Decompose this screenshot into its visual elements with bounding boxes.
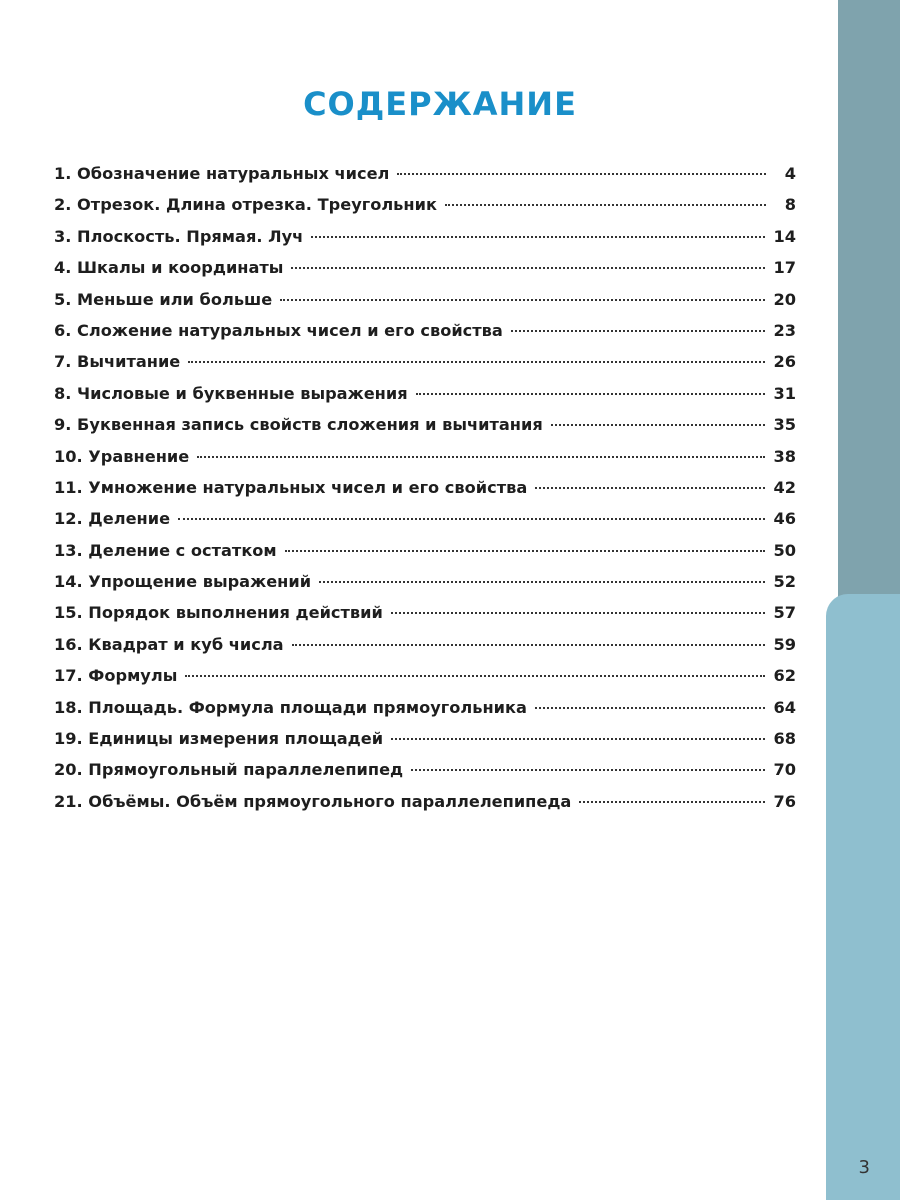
toc-item[interactable]: [54, 666, 796, 697]
toc-item-page: 70: [773, 760, 796, 780]
toc-item[interactable]: [54, 258, 796, 289]
toc-leader: [178, 518, 765, 520]
toc-leader: [280, 299, 765, 301]
toc-item-label: 6. Сложение натуральных чисел и его свойства: [54, 320, 503, 340]
toc-item[interactable]: [54, 384, 796, 415]
toc-leader: [579, 801, 765, 803]
toc-item-label: 4. Шкалы и координаты: [54, 258, 284, 278]
toc-item-label: 14. Упрощение выражений: [54, 572, 312, 592]
toc-item[interactable]: [54, 447, 796, 478]
toc-item-page: 76: [773, 791, 796, 811]
toc-leader: [185, 675, 765, 677]
toc-leader: [535, 487, 765, 489]
page-title: СОДЕРЖАНИЕ: [303, 85, 577, 124]
toc-item-label: 10. Уравнение: [54, 446, 190, 466]
toc-item-label: 11. Умножение натуральных чисел и его свойства: [54, 477, 528, 497]
toc-item[interactable]: [54, 321, 796, 352]
toc-item[interactable]: [54, 698, 796, 729]
toc-leader: [397, 173, 766, 175]
toc-item-label: 17. Формулы: [54, 666, 178, 686]
toc-item[interactable]: [54, 792, 796, 823]
toc-item[interactable]: [54, 729, 796, 760]
toc-item-label: 18. Площадь. Формула площади прямоугольника: [54, 697, 527, 717]
toc-item-label: 15. Порядок выполнения действий: [54, 603, 383, 623]
toc-item-page: 62: [773, 666, 796, 686]
toc-item[interactable]: [54, 164, 796, 195]
page-edge-band: [838, 0, 900, 1200]
toc-item-page: 8: [784, 195, 796, 215]
toc-item-page: 52: [773, 572, 796, 592]
toc-item-page: 50: [773, 540, 796, 560]
toc-leader: [311, 236, 765, 238]
toc-item-page: 31: [773, 383, 796, 403]
toc-item[interactable]: [54, 509, 796, 540]
toc-item-label: 8. Числовые и буквенные выражения: [54, 383, 408, 403]
toc-item[interactable]: [54, 415, 796, 446]
toc-leader: [391, 738, 765, 740]
toc-item-page: 20: [773, 289, 796, 309]
toc-leader: [551, 424, 766, 426]
toc-item-page: 68: [773, 729, 796, 749]
toc-leader: [292, 644, 766, 646]
toc-leader: [411, 769, 765, 771]
toc-item-page: 59: [773, 634, 796, 654]
toc-leader: [188, 361, 765, 363]
table-of-contents: [54, 164, 796, 823]
toc-leader: [319, 581, 765, 583]
toc-item-label: 7. Вычитание: [54, 352, 181, 372]
toc-item-page: 17: [773, 258, 796, 278]
toc-item-page: 4: [784, 164, 796, 183]
page-edge-tab: [826, 594, 900, 1200]
page-number: 3: [858, 1157, 870, 1178]
toc-item-label: 20. Прямоугольный параллелепипед: [54, 760, 404, 780]
toc-item[interactable]: [54, 352, 796, 383]
toc-item-label: 3. Плоскость. Прямая. Луч: [54, 226, 304, 246]
toc-item-page: 23: [773, 320, 796, 340]
toc-item[interactable]: [54, 195, 796, 226]
toc-item[interactable]: [54, 290, 796, 321]
toc-leader: [197, 456, 765, 458]
toc-item-page: 42: [773, 477, 796, 497]
toc-item[interactable]: [54, 635, 796, 666]
toc-item-label: 1. Обозначение натуральных чисел: [54, 164, 390, 183]
toc-item[interactable]: [54, 760, 796, 791]
toc-leader: [285, 550, 766, 552]
toc-item-page: 46: [773, 509, 796, 529]
toc-item-label: 2. Отрезок. Длина отрезка. Треугольник: [54, 195, 437, 215]
toc-leader: [535, 707, 766, 709]
toc-item[interactable]: [54, 541, 796, 572]
toc-item-page: 35: [773, 415, 796, 435]
toc-item-page: 14: [773, 226, 796, 246]
toc-item[interactable]: [54, 572, 796, 603]
toc-item-label: 12. Деление: [54, 509, 171, 529]
toc-leader: [445, 204, 766, 206]
toc-item-page: 64: [773, 697, 796, 717]
toc-leader: [416, 393, 766, 395]
toc-item-label: 13. Деление с остатком: [54, 540, 277, 560]
toc-item-page: 38: [773, 446, 796, 466]
toc-leader: [511, 330, 766, 332]
toc-leader: [391, 612, 766, 614]
toc-item-page: 57: [773, 603, 796, 623]
toc-item-label: 21. Объёмы. Объём прямоугольного параллелепипеда: [54, 791, 572, 811]
toc-item-page: 26: [773, 352, 796, 372]
toc-item[interactable]: [54, 227, 796, 258]
toc-item-label: 19. Единицы измерения площадей: [54, 729, 384, 749]
toc-item[interactable]: [54, 478, 796, 509]
toc-item-label: 9. Буквенная запись свойств сложения и вычитания: [54, 415, 543, 435]
toc-item-label: 5. Меньше или больше: [54, 289, 273, 309]
toc-item[interactable]: [54, 603, 796, 634]
toc-leader: [291, 267, 765, 269]
toc-item-label: 16. Квадрат и куб числа: [54, 634, 284, 654]
